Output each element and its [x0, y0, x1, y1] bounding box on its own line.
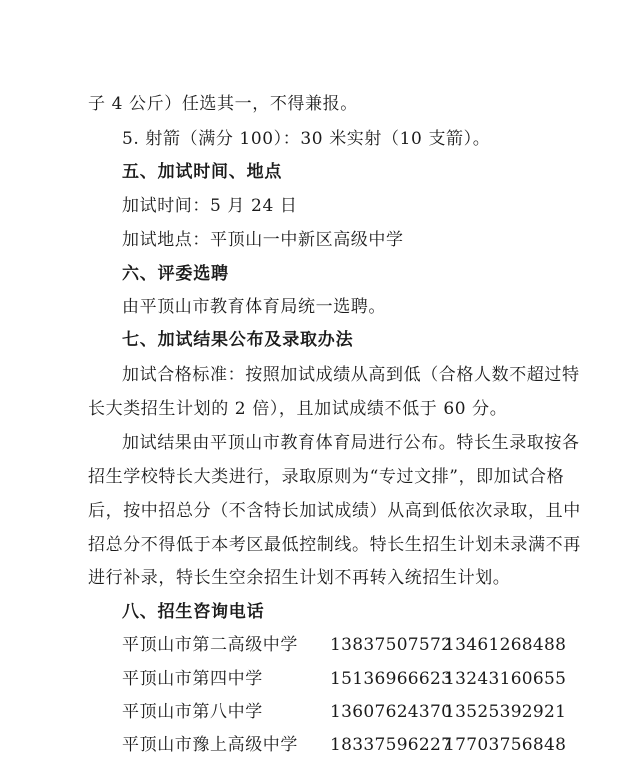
section-heading-results: 七、加试结果公布及录取办法 — [122, 330, 354, 350]
contact-phone: 18337596227 — [330, 735, 453, 755]
contact-row — [122, 700, 582, 724]
contact-row — [122, 633, 582, 657]
contact-phone: 13461268488 — [444, 635, 567, 655]
section-heading-judges: 六、评委选聘 — [122, 264, 229, 284]
paragraph-results-line-4: 招总分不得低于本考区最低控制线。特长生招生计划未录满不再 — [88, 535, 581, 555]
paragraph-archery: 5. 射箭（满分 100）：30 米实射（10 支箭）。 — [122, 129, 491, 149]
contact-phone: 13243160655 — [444, 669, 567, 689]
contact-row — [122, 733, 582, 757]
section-heading-time-place: 五、加试时间、地点 — [122, 162, 283, 182]
paragraph-standard-line-2: 长大类招生计划的 2 倍），且加试成绩不低于 60 分。 — [88, 399, 508, 419]
paragraph-results-line-5: 进行补录，特长生空余招生计划不再转入统招生计划。 — [88, 568, 511, 588]
contact-phone: 15136966623 — [330, 669, 453, 689]
paragraph-results-line-1: 加试结果由平顶山市教育体育局进行公布。特长生录取按各 — [122, 433, 580, 453]
paragraph-standard-line-1: 加试合格标准：按照加试成绩从高到低（合格人数不超过特 — [122, 365, 580, 385]
contact-school-name: 平顶山市第二高级中学 — [122, 635, 298, 655]
contact-phone: 13607624370 — [330, 702, 453, 722]
contact-school-name: 平顶山市第四中学 — [122, 669, 263, 689]
paragraph-results-line-3: 后，按中招总分（不含特长加试成绩）从高到低依次录取，且中 — [88, 501, 581, 521]
contact-phone: 13837507572 — [330, 635, 453, 655]
paragraph-test-time: 加试时间：5 月 24 日 — [122, 196, 298, 216]
section-heading-contact: 八、招生咨询电话 — [122, 602, 265, 622]
paragraph-results-line-2: 招生学校特长大类进行，录取原则为“专过文排”，即加试合格 — [88, 467, 565, 487]
contact-school-name: 平顶山市第八中学 — [122, 702, 263, 722]
paragraph-weight-option-end: 子 4 公斤）任选其一，不得兼报。 — [88, 94, 358, 114]
paragraph-test-place: 加试地点：平顶山一中新区高级中学 — [122, 230, 404, 250]
contact-phone: 17703756848 — [444, 735, 567, 755]
contact-school-name: 平顶山市豫上高级中学 — [122, 735, 298, 755]
contact-phone: 13525392921 — [444, 702, 567, 722]
paragraph-judges: 由平顶山市教育体育局统一选聘。 — [122, 297, 386, 317]
contact-row — [122, 667, 582, 691]
